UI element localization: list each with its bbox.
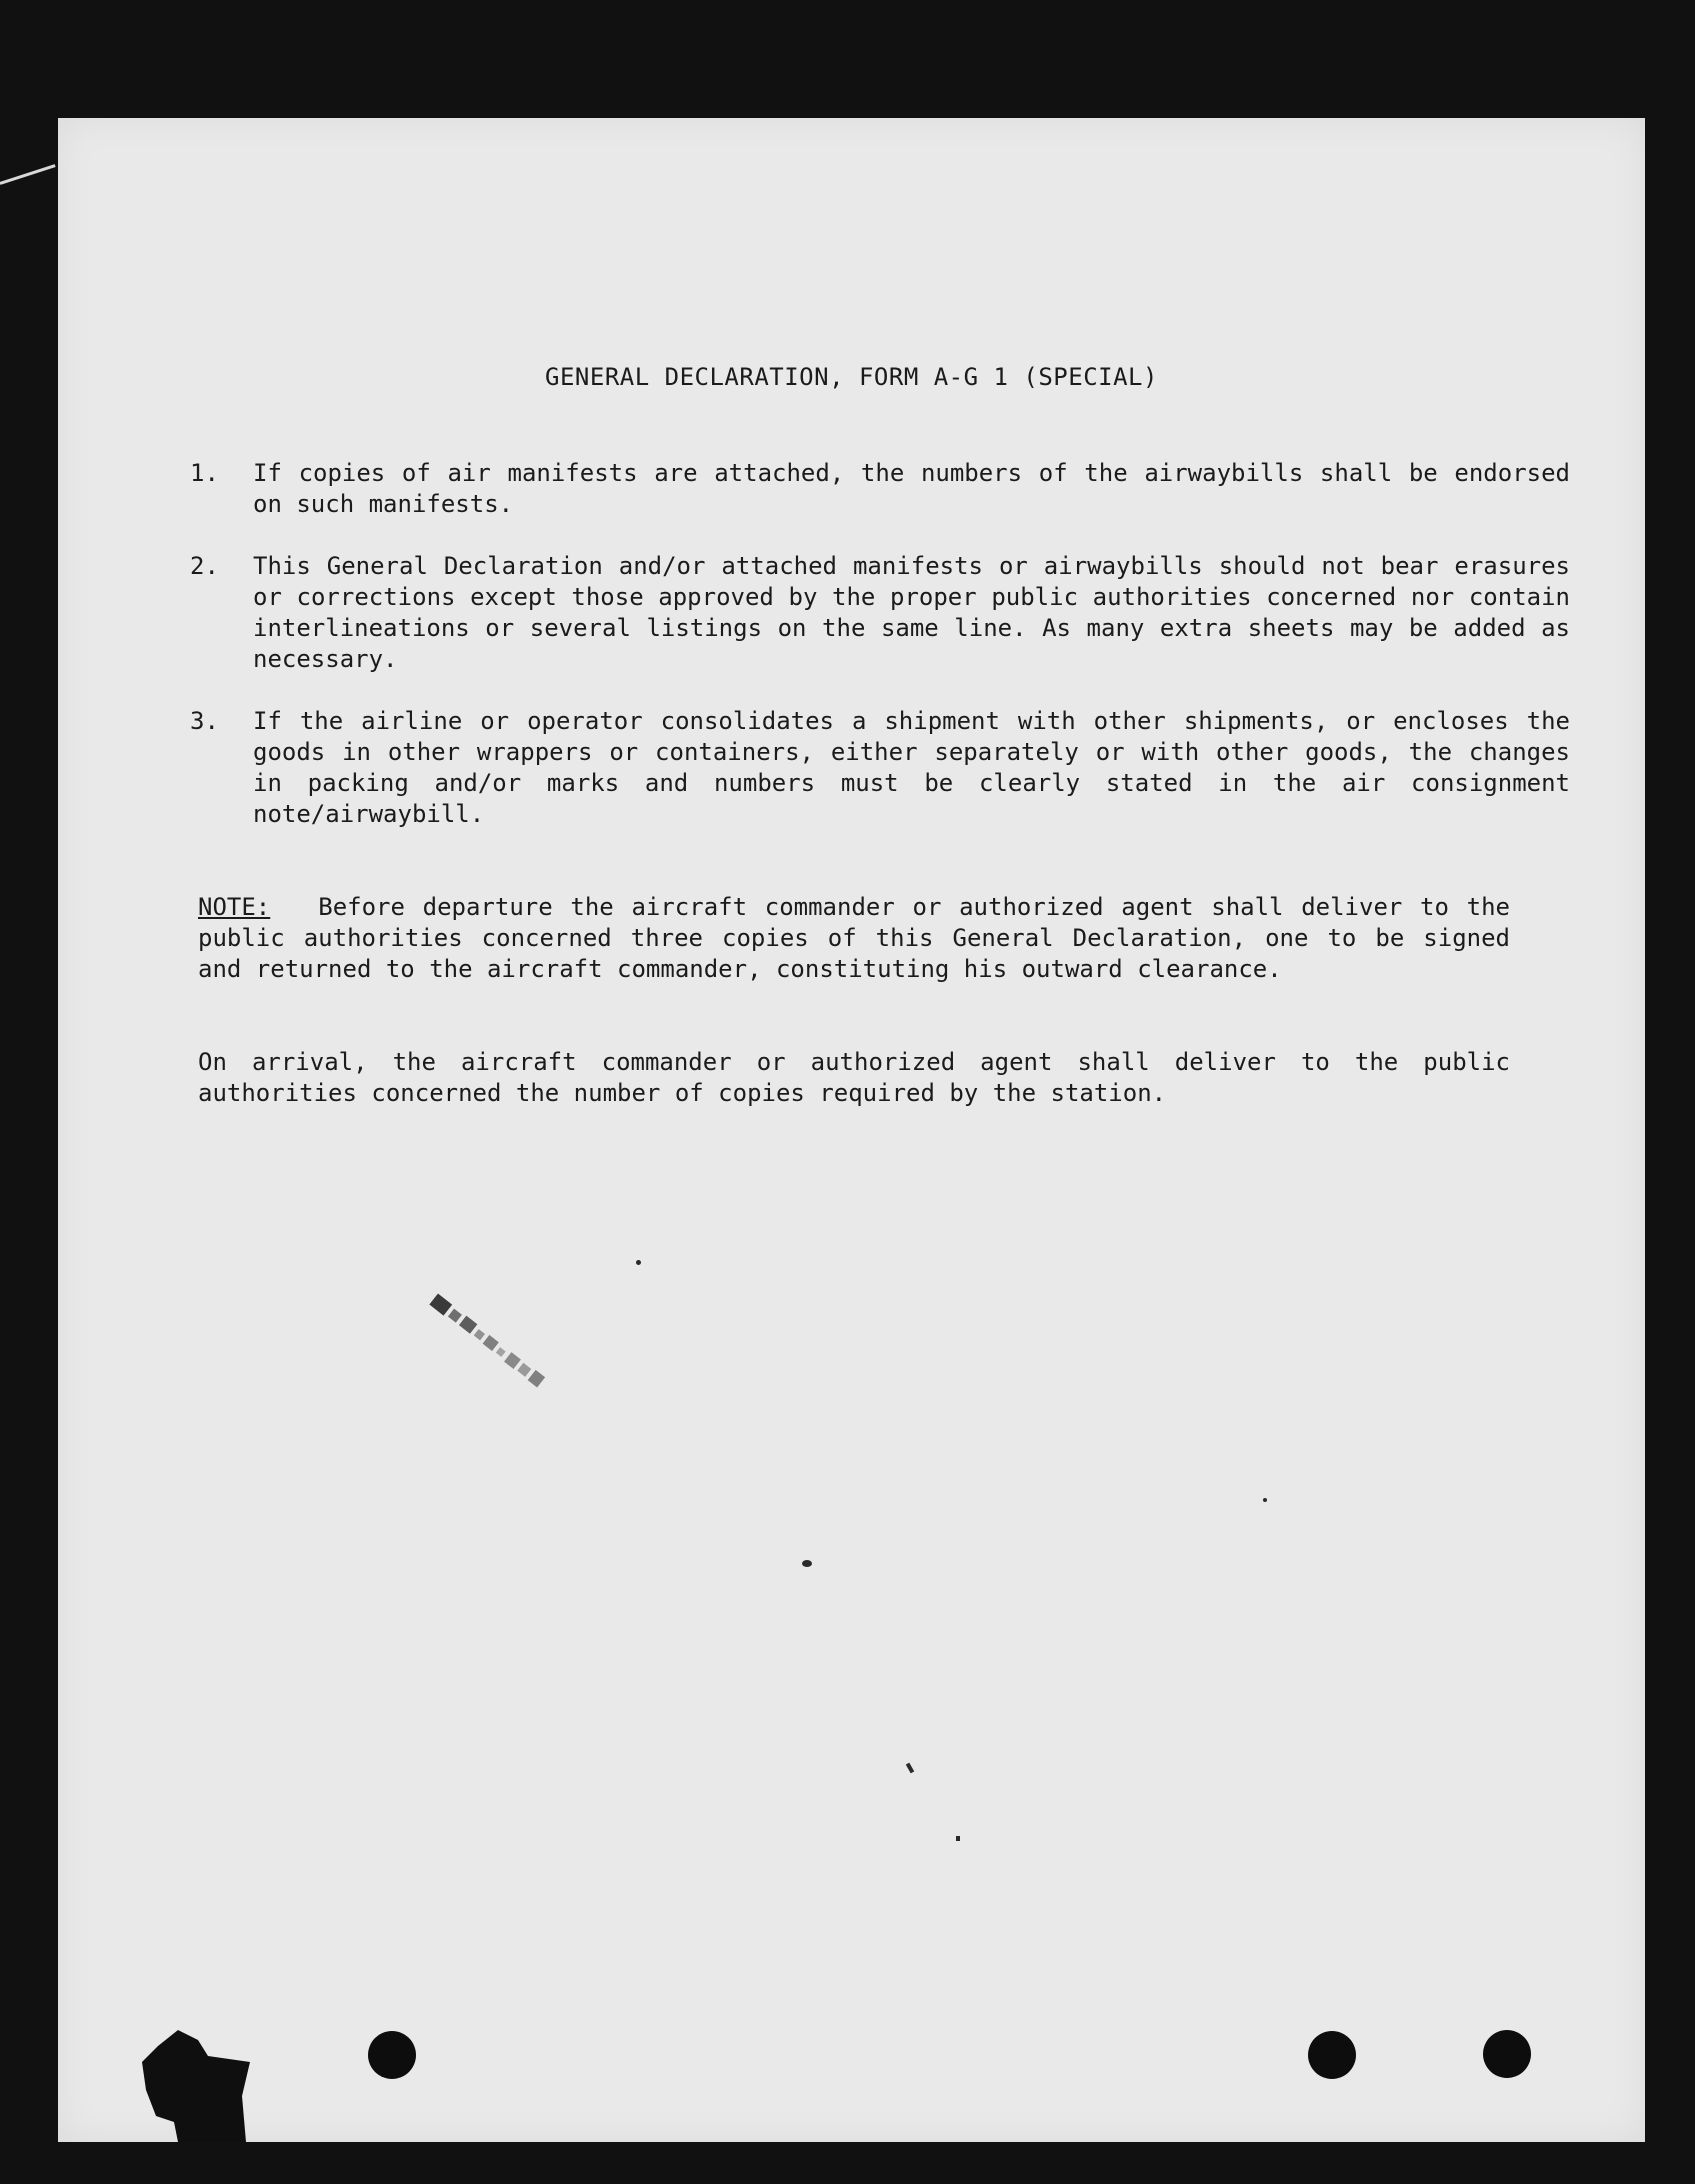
faded-stamp-mark	[403, 1278, 583, 1428]
note-paragraph	[198, 892, 1510, 985]
item-number: 3.	[190, 707, 219, 735]
speck-mark	[906, 1763, 914, 1774]
speck-mark	[956, 1836, 960, 1841]
speck-mark	[636, 1260, 641, 1265]
torn-corner-hole	[138, 2026, 268, 2142]
item-text: If copies of air manifests are attached, the numbers of the airwaybills shall be endorsed on such manifests.	[253, 459, 1570, 518]
punch-hole-right	[1308, 2031, 1356, 2079]
punch-hole-left	[368, 2031, 416, 2079]
note-text: Before departure the aircraft commander or authorized agent shall deliver to the public authorities concerned three copies of this General Declaration, one to be signed and returned to the aircraft commander, constituting his outward clearance.	[198, 893, 1510, 983]
punch-hole-far-right	[1483, 2030, 1531, 2078]
instruction-item-3	[190, 706, 1570, 830]
document-title: GENERAL DECLARATION, FORM A-G 1 (SPECIAL)	[545, 363, 1158, 391]
speck-mark	[1263, 1498, 1267, 1502]
speck-mark	[802, 1560, 812, 1567]
item-number: 2.	[190, 552, 219, 580]
item-number: 1.	[190, 459, 219, 487]
arrival-paragraph: On arrival, the aircraft commander or authorized agent shall deliver to the public authorities concerned the number of copies required by the station.	[198, 1048, 1510, 1107]
item-text: If the airline or operator consolidates a shipment with other shipments, or encloses the goods in other wrappers or containers, either separately or with other goods, the changes in packing and/or marks and numbers must be clearly stated in the air consignment note/airwaybill.	[253, 707, 1570, 828]
note-label: NOTE:	[198, 893, 271, 921]
item-text: This General Declaration and/or attached manifests or airwaybills should not bear erasures or corrections except those approved by the proper public authorities concerned nor contain interlineations or several listings on the same line. As many extra sheets may be added as necessary.	[253, 552, 1570, 673]
instruction-item-2	[190, 551, 1570, 675]
document-page	[58, 118, 1645, 2142]
instruction-item-1	[190, 458, 1570, 520]
